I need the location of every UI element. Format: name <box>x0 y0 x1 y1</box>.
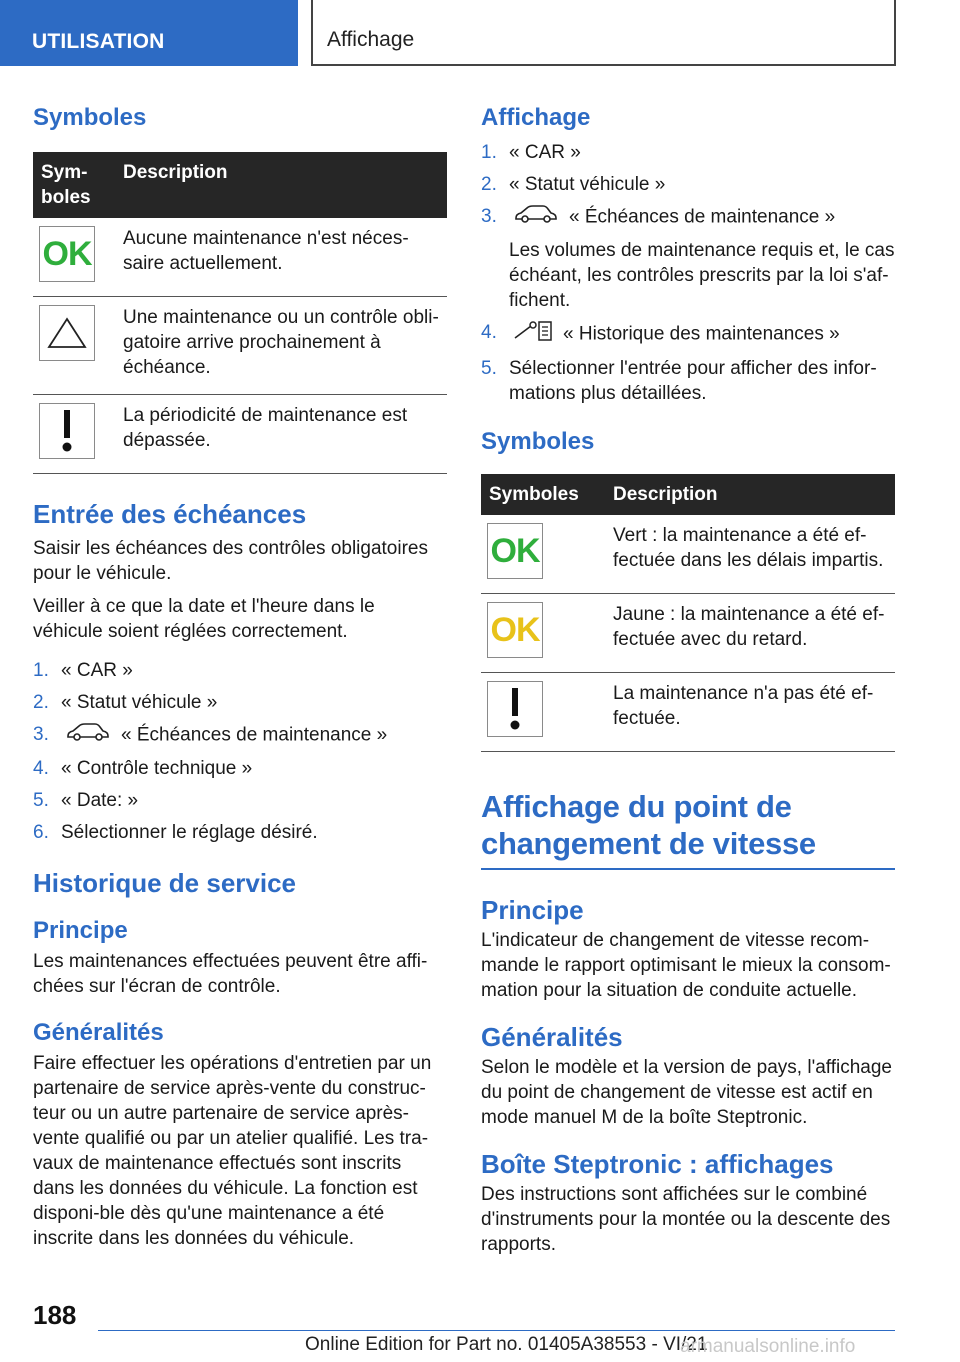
left-column <box>33 96 447 1251</box>
entry-para-2: Veiller à ce que la date et l'heure dans le véhicule soient réglées correctement. <box>33 596 375 642</box>
symbols-table-left <box>33 152 447 474</box>
watermark: armanualsonline.info <box>680 1336 856 1357</box>
steptronic-text: Des instructions sont affichées sur le combiné d'instruments pour la montée ou la descente des rapports. <box>481 1184 891 1255</box>
chapter-tab: Affichage <box>311 0 896 66</box>
list-item: 5. Sélectionner l'entrée pour afficher des infor-mations plus détaillées. <box>481 358 877 404</box>
general-text-left: Faire effectuer les opérations d'entretien par un partenaire de service après-vente du construc-teur ou un autre partenaire de service après-vente qualifié ou par un atelier qualifié. Les tra-vaux de maintenance effectués sont inscrits dans les données du véhicule. La fonction est disponi-ble dès qu'une maintenance a été inscrite dans les données du véhicule. <box>33 1053 432 1249</box>
col-symbol-header: Sym-boles <box>33 152 115 218</box>
page-footer <box>0 1290 960 1362</box>
car-icon <box>513 204 559 231</box>
ok-yellow-icon: OK <box>487 602 543 658</box>
table-row <box>33 395 447 474</box>
list-item: 4. « Historique des maintenances » <box>481 320 895 349</box>
list-item: 3. « Échéances de maintenance » Les volumes de maintenance requis et, le cas échéant, les contrôles prescrits par la loi s'af-fichent. <box>481 206 895 311</box>
general-heading-left: Généralités <box>33 1019 164 1046</box>
table-row <box>33 297 447 395</box>
list-item: 2. « Statut véhicule » <box>481 174 666 195</box>
entry-steps <box>33 658 447 845</box>
display-steps <box>481 140 895 406</box>
row-description: Vert : la maintenance a été ef-fectuée dans les délais impartis. <box>605 515 895 594</box>
entry-para-1: Saisir les échéances des contrôles obligatoires pour le véhicule. <box>33 538 428 584</box>
shift-heading: Affichage du point de changement de vitesse <box>481 789 816 861</box>
table-row <box>481 594 895 673</box>
table-row <box>481 515 895 594</box>
edition-text: Online Edition for Part no. 01405A38553 - VI/21 <box>305 1334 708 1355</box>
list-item: 1. « CAR » <box>33 660 133 681</box>
principe-heading-right: Principe <box>481 895 584 925</box>
step-detail: Les volumes de maintenance requis et, le cas échéant, les contrôles prescrits par la loi s'af-fichent. <box>509 240 895 311</box>
row-description: Aucune maintenance n'est néces-saire actuellement. <box>115 218 447 297</box>
symbols-heading-right: Symboles <box>481 428 595 455</box>
symbols-heading-left: Symboles <box>33 104 147 131</box>
footer-rule <box>98 1330 895 1331</box>
page-number: 188 <box>33 1300 77 1330</box>
right-column <box>481 96 895 1257</box>
symbols-table-right <box>481 474 895 752</box>
row-description: La périodicité de maintenance est dépassée. <box>115 395 447 474</box>
list-item: 3. « Échéances de maintenance » <box>33 722 447 749</box>
row-description: La maintenance n'a pas été ef-fectuée. <box>605 673 895 752</box>
principe-text-right: L'indicateur de changement de vitesse recom-mande le rapport optimisant le mieux la consom-mation pour la situation de conduite actuelle. <box>481 930 891 1001</box>
list-item: 6. Sélectionner le réglage désiré. <box>33 822 318 843</box>
car-icon <box>65 722 111 749</box>
exclamation-icon <box>487 681 543 737</box>
table-row <box>481 673 895 752</box>
col-symbol-header: Symboles <box>481 474 605 515</box>
col-desc-header: Description <box>605 474 895 515</box>
display-heading: Affichage <box>481 104 591 131</box>
list-item: 1. « CAR » <box>481 142 581 163</box>
section-tab: UTILISATION <box>0 0 298 66</box>
general-heading-right: Généralités <box>481 1022 623 1052</box>
service-history-icon <box>513 320 553 349</box>
principe-heading-left: Principe <box>33 917 128 944</box>
general-text-right: Selon le modèle et la version de pays, l'affichage du point de changement de vitesse est actif en mode manuel M de la boîte Steptronic. <box>481 1057 892 1128</box>
list-item: 4. « Contrôle technique » <box>33 758 253 779</box>
col-desc-header: Description <box>115 152 447 218</box>
exclamation-icon <box>39 403 95 459</box>
principe-text-left: Les maintenances effectuées peuvent être affi-chées sur l'écran de contrôle. <box>33 951 428 997</box>
entry-heading: Entrée des échéances <box>33 499 307 529</box>
list-item: 5. « Date: » <box>33 790 139 811</box>
steptronic-heading: Boîte Steptronic : affichages <box>481 1149 834 1179</box>
heading-rule <box>481 868 895 870</box>
history-heading: Historique de service <box>33 868 296 898</box>
row-description: Une maintenance ou un contrôle obli-gatoire arrive prochainement à échéance. <box>115 297 447 395</box>
list-item: 2. « Statut véhicule » <box>33 692 218 713</box>
header-bar <box>0 0 960 66</box>
ok-green-icon: OK <box>487 523 543 579</box>
table-row <box>33 218 447 297</box>
row-description: Jaune : la maintenance a été ef-fectuée avec du retard. <box>605 594 895 673</box>
ok-green-icon: OK <box>39 226 95 282</box>
warning-triangle-icon <box>39 305 95 361</box>
